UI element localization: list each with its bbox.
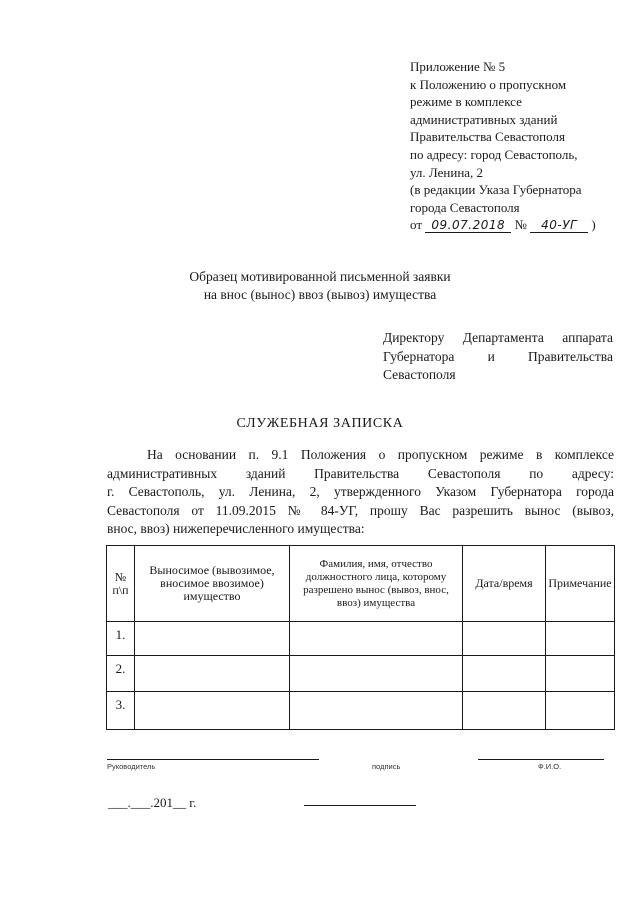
- addressee-line: Севастополя: [383, 367, 456, 382]
- items-table: [106, 545, 615, 730]
- sample-heading: [150, 268, 490, 304]
- table-cell[interactable]: [463, 692, 546, 730]
- decree-reference: [410, 216, 625, 234]
- header-item: Выносимое (вывозимое, вносимое ввозимое) имущество: [135, 546, 290, 622]
- table-row: [107, 622, 615, 656]
- header-num: № п\п: [107, 546, 135, 622]
- appendix-block: [410, 58, 625, 234]
- bottom-line: [304, 805, 416, 806]
- table-cell[interactable]: [290, 656, 463, 692]
- row-number: 2.: [107, 656, 135, 692]
- body-line: внос, ввоз) нижеперечисленного имущества:: [107, 521, 365, 537]
- appendix-line: административных зданий: [410, 111, 558, 127]
- appendix-line: Приложение № 5: [410, 59, 506, 74]
- table-row: [107, 692, 615, 730]
- name-label: Ф.И.О.: [538, 762, 562, 771]
- table-cell[interactable]: [290, 692, 463, 730]
- header-datetime: Дата/время: [463, 546, 546, 622]
- body-line: На основании п. 9.1 Положения о пропускном режиме в комплексе: [147, 447, 614, 462]
- header-person: Фамилия, имя, отчество должностного лица, которому разрешено вынос (вывоз, внос, ввоз) имущества: [290, 546, 463, 622]
- addressee-block: [383, 329, 613, 385]
- handwritten-date: 09.07.2018: [425, 218, 511, 233]
- head-signature-line: [107, 759, 319, 760]
- appendix-line: по адресу: город Севастополь,: [410, 146, 578, 162]
- header-note: Примечание: [546, 546, 615, 622]
- table-header-row: [107, 546, 615, 622]
- sign-label: подпись: [372, 762, 401, 771]
- body-line: г. Севастополь, ул. Ленина, 2, утвержденного Указом Губернатора города: [107, 484, 614, 500]
- memo-title: СЛУЖЕБНАЯ ЗАПИСКА: [236, 416, 404, 431]
- table-cell[interactable]: [546, 692, 615, 730]
- body-line: Севастополя от 11.09.2015 № 84-УГ, прошу Вас разрешить вынос (вывоз,: [107, 502, 614, 518]
- appendix-line: режиме в комплексе: [410, 94, 522, 110]
- table-cell[interactable]: [135, 622, 290, 656]
- addressee-line: Губернатора и Правительства: [383, 348, 613, 364]
- table-row: [107, 656, 615, 692]
- table-cell[interactable]: [135, 692, 290, 730]
- appendix-line: к Положению о пропускном: [410, 76, 567, 92]
- number-prefix: №: [514, 217, 527, 233]
- table-cell[interactable]: [546, 656, 615, 692]
- head-label: Руководитель: [107, 762, 156, 771]
- date-line: ___.___.201__ г.: [108, 795, 197, 810]
- row-number: 3.: [107, 692, 135, 730]
- heading-line: Образец мотивированной письменной заявки: [189, 269, 451, 284]
- appendix-line: Правительства Севастополя: [410, 129, 565, 145]
- row-number: 1.: [107, 622, 135, 656]
- appendix-line: города Севастополя: [410, 199, 520, 215]
- closing-paren: ): [591, 217, 596, 233]
- handwritten-number: 40-УГ: [530, 218, 588, 233]
- name-signature-line: [478, 759, 604, 760]
- table-cell[interactable]: [463, 656, 546, 692]
- from-prefix: от: [410, 217, 423, 233]
- body-line: административных зданий Правительства Севастополя по адресу:: [107, 465, 614, 481]
- appendix-line: (в редакции Указа Губернатора: [410, 182, 582, 198]
- table-cell[interactable]: [463, 622, 546, 656]
- table-cell[interactable]: [290, 622, 463, 656]
- appendix-line: ул. Ленина, 2: [410, 164, 484, 180]
- memo-body: [107, 446, 614, 539]
- table-cell[interactable]: [135, 656, 290, 692]
- addressee-line: Директору Департамента аппарата: [383, 330, 613, 345]
- heading-line: на внос (вынос) ввоз (вывоз) имущества: [203, 287, 437, 302]
- table-cell[interactable]: [546, 622, 615, 656]
